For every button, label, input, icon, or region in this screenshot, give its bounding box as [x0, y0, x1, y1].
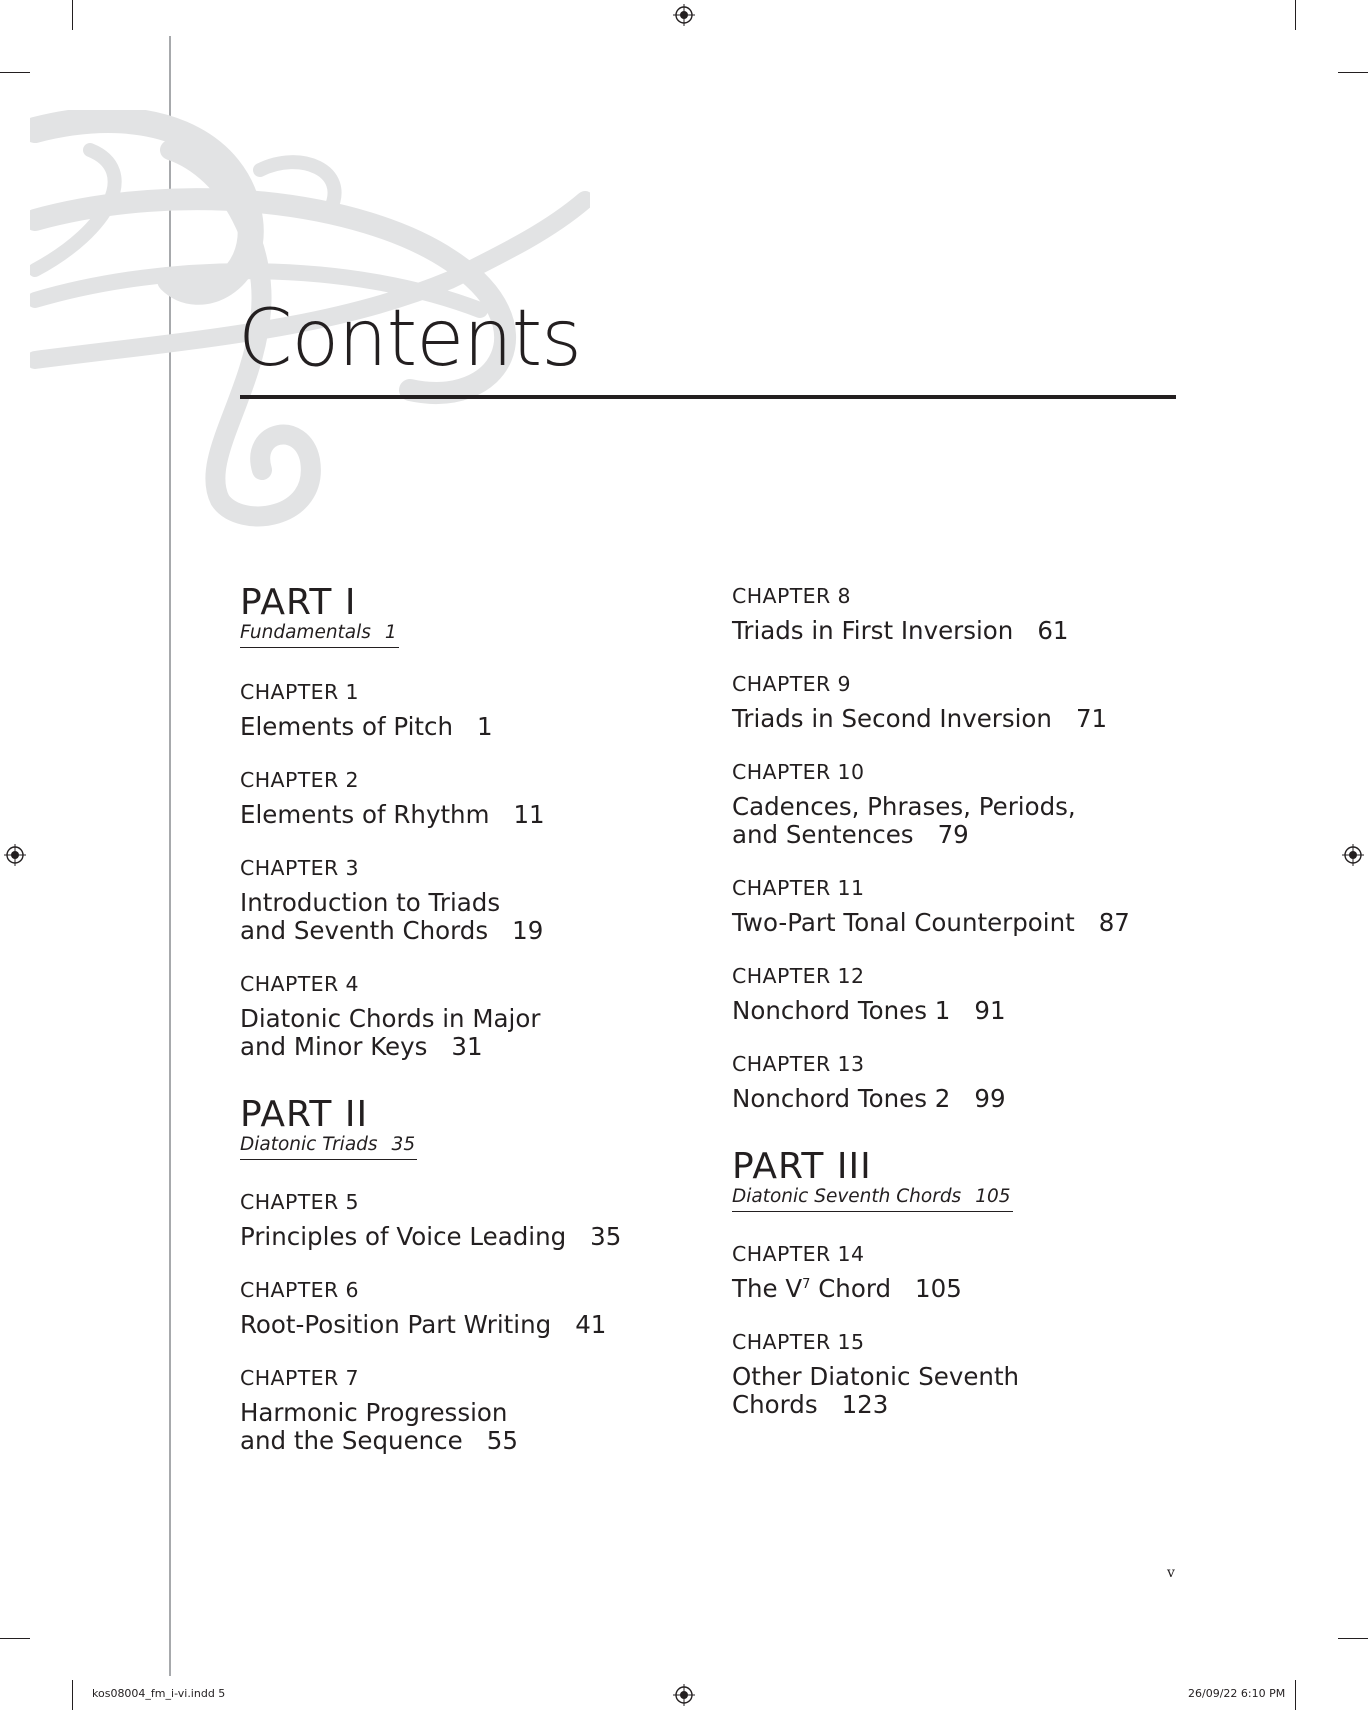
page-number: 11: [513, 800, 545, 829]
chapter-title: Triads in Second Inversion 71: [732, 704, 1108, 733]
chapter-entry[interactable]: [240, 1190, 660, 1251]
chapter-label: CHAPTER 8: [732, 584, 851, 608]
page-folio: v: [1167, 1565, 1175, 1581]
chapter-title: Two-Part Tonal Counterpoint 87: [732, 908, 1130, 937]
chapter-entry[interactable]: [240, 680, 660, 741]
chapter-title: Nonchord Tones 1 91: [732, 996, 1006, 1025]
chapter-entry[interactable]: [732, 672, 1152, 733]
chapter-label: CHAPTER 4: [240, 972, 359, 996]
chapter-label: CHAPTER 3: [240, 856, 359, 880]
registration-mark-icon: [4, 844, 26, 866]
slug-timestamp: 26/09/22 6:10 PM: [1188, 1687, 1286, 1700]
chapter-title: The $V^7$ Chord 105: [732, 1274, 962, 1303]
page-number: 19: [512, 916, 544, 945]
part-heading: [732, 1148, 1013, 1212]
superscript: 7: [802, 1276, 811, 1292]
chapter-title: Introduction to Triads and Seventh Chords 19: [240, 888, 544, 945]
chapter-entry[interactable]: [732, 876, 1152, 937]
page-number: 35: [391, 1134, 416, 1155]
chapter-title: Other Diatonic Seventh Chords 123: [732, 1362, 1020, 1419]
chapter-label: CHAPTER 13: [732, 1052, 865, 1076]
title-rule: [240, 395, 1176, 399]
page-number: 87: [1098, 908, 1130, 937]
crop-mark: [0, 72, 30, 73]
part-title: PART III: [732, 1146, 872, 1187]
registration-mark-icon: [673, 4, 695, 26]
chapter-entry[interactable]: [732, 1330, 1152, 1419]
registration-mark-icon: [1342, 844, 1364, 866]
page-number: 1: [384, 622, 397, 643]
chapter-label: CHAPTER 14: [732, 1242, 865, 1266]
page-number: 105: [975, 1186, 1011, 1207]
chapter-label: CHAPTER 7: [240, 1366, 359, 1390]
part-subtitle[interactable]: [240, 1134, 417, 1160]
chapter-title: Diatonic Chords in Major and Minor Keys 31: [240, 1004, 541, 1061]
chapter-title: Nonchord Tones 2 99: [732, 1084, 1006, 1113]
page-number: 79: [937, 820, 969, 849]
chapter-label: CHAPTER 15: [732, 1330, 865, 1354]
chapter-entry[interactable]: [240, 972, 660, 1061]
chapter-label: CHAPTER 10: [732, 760, 865, 784]
chapter-entry[interactable]: [732, 584, 1152, 645]
page-title: Contents: [238, 294, 581, 384]
crop-mark: [1295, 0, 1296, 30]
crop-mark: [1338, 72, 1368, 73]
page-number: 41: [575, 1310, 607, 1339]
chapter-title: Elements of Pitch 1: [240, 712, 493, 741]
chapter-title: Elements of Rhythm 11: [240, 800, 545, 829]
chapter-entry[interactable]: [732, 1242, 1152, 1303]
part-subtitle-text: Diatonic Triads: [240, 1134, 378, 1155]
page-number: 91: [974, 996, 1006, 1025]
chapter-entry[interactable]: [240, 768, 660, 829]
chapter-entry[interactable]: [240, 1278, 660, 1339]
crop-mark: [72, 1680, 73, 1710]
chapter-entry[interactable]: [240, 856, 660, 945]
part-subtitle[interactable]: [240, 622, 399, 648]
chapter-entry[interactable]: [732, 760, 1152, 849]
part-subtitle[interactable]: [732, 1186, 1013, 1212]
part-title: PART I: [240, 582, 357, 623]
chapter-label: CHAPTER 12: [732, 964, 865, 988]
chapter-title: Principles of Voice Leading 35: [240, 1222, 622, 1251]
part-heading: [240, 584, 399, 648]
crop-mark: [72, 0, 73, 30]
page-number: 31: [451, 1032, 483, 1061]
chapter-title: Root-Position Part Writing 41: [240, 1310, 607, 1339]
chapter-label: CHAPTER 1: [240, 680, 359, 704]
crop-mark: [0, 1638, 30, 1639]
registration-mark-icon: [673, 1684, 695, 1706]
chapter-label: CHAPTER 5: [240, 1190, 359, 1214]
part-subtitle-text: Diatonic Seventh Chords: [732, 1186, 962, 1207]
part-heading: [240, 1096, 417, 1160]
chapter-entry[interactable]: [240, 1366, 660, 1455]
part-title: PART II: [240, 1094, 369, 1135]
chapter-entry[interactable]: [732, 964, 1152, 1025]
page-number: 123: [841, 1390, 889, 1419]
chapter-title: Cadences, Phrases, Periods, and Sentences 79: [732, 792, 1076, 849]
part-subtitle-text: Fundamentals: [240, 622, 371, 643]
chapter-label: CHAPTER 2: [240, 768, 359, 792]
page-number: 35: [590, 1222, 622, 1251]
chapter-label: CHAPTER 11: [732, 876, 865, 900]
page-number: 99: [974, 1084, 1006, 1113]
chapter-label: CHAPTER 6: [240, 1278, 359, 1302]
slug-filename: kos08004_fm_i-vi.indd 5: [92, 1687, 226, 1700]
crop-mark: [1338, 1638, 1368, 1639]
chapter-entry[interactable]: [732, 1052, 1152, 1113]
crop-mark: [1295, 1680, 1296, 1710]
page-number: 71: [1075, 704, 1108, 733]
chapter-title: Triads in First Inversion 61: [732, 616, 1069, 645]
page-number: 1: [477, 712, 493, 741]
page-number: 55: [486, 1426, 518, 1455]
chapter-title: Harmonic Progression and the Sequence 55: [240, 1398, 518, 1455]
page-number: 61: [1037, 616, 1069, 645]
page-number: 105: [915, 1274, 962, 1303]
chapter-label: CHAPTER 9: [732, 672, 851, 696]
